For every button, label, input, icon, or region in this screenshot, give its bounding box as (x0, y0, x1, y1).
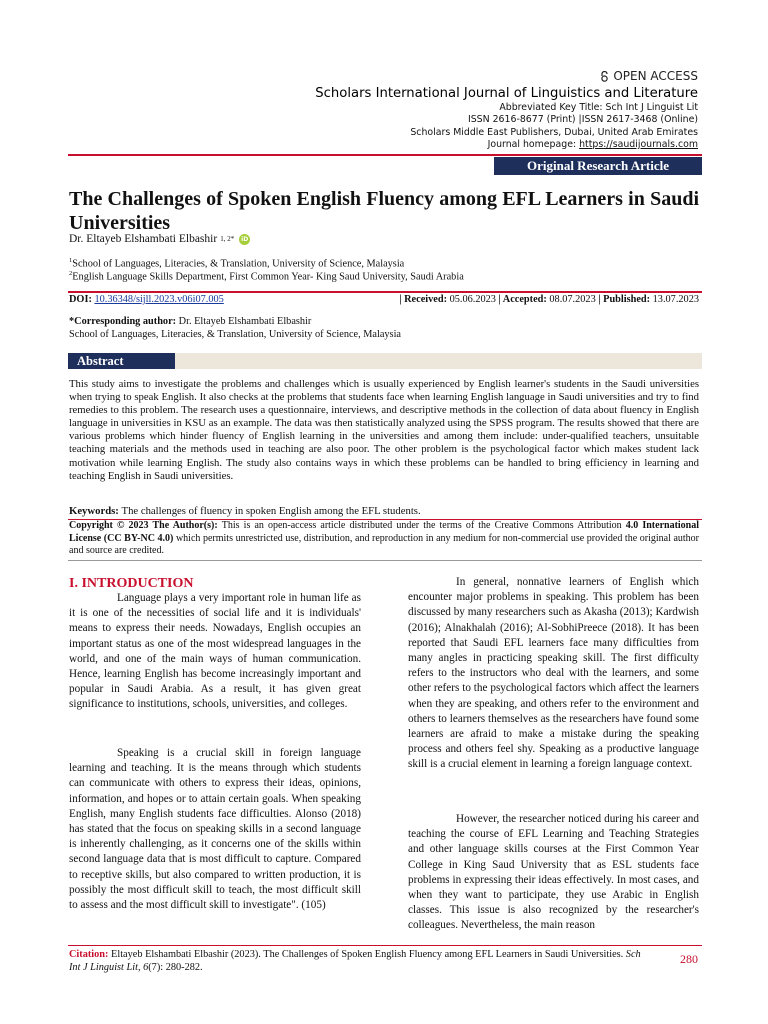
intro-paragraph: However, the researcher noticed during his career and teaching the course of EFL Learning and Teaching Strategies and other language skills courses at the First Common Year College in King Saud University that as ESL students face problems in expressing their ideas effectively. In most cases, and when they want to participate, they use Arabic in English classes. This issue is also recognized by the researcher's colleagues. Nevertheless, the main reason (408, 813, 699, 932)
intro-right-paragraph-1 (408, 575, 699, 773)
journal-meta (410, 102, 698, 151)
corresponding-author-line (69, 315, 401, 328)
keywords (69, 505, 699, 518)
dates (399, 294, 699, 305)
orcid-icon[interactable]: iD (241, 235, 249, 243)
keywords-label: Keywords: (69, 505, 122, 517)
intro-right-paragraph-2 (408, 812, 699, 934)
abstract-heading: Abstract (68, 353, 175, 369)
affiliation-2-mark: 2 (69, 270, 73, 277)
homepage-link[interactable]: https://saudijournals.com (579, 138, 698, 150)
received-label: | Received: (399, 294, 450, 305)
corresponding-label: *Corresponding author: (69, 316, 179, 327)
open-lock-icon (600, 71, 609, 82)
affiliation-2-text: English Language Skills Department, First Common Year- King Saud University, Saudi Arabia (72, 271, 464, 283)
published-date: 13.07.2023 (652, 294, 699, 305)
page-number: 280 (680, 952, 698, 966)
abstract-text: This study aims to investigate the problems and challenges which is usually experienced by English learner's students in the Saudi universities when trying to speak English. It also checks at the problems that students face when learning English language in Saudi universities and try to find remedies to this problem. The research uses a questionnaire, interviews, and descriptive methods in the collection of data about fluency in English language in universities in KSU as an example. The data was then statistically analyzed using the SPSS program. The results showed that there are various problems which hinder fluency of English learning in the universities and among them include: under-qualified teachers, unsuitable teaching materials and the methods used in teaching are also poor. The other problem is the psychological factor which makes student lack motivation while learning English. The study also contains ways in which these problems can be handled to bring efficiency in learning and teaching English in Saudi universities. (69, 378, 699, 482)
corresponding-author (69, 315, 401, 341)
keywords-text: The challenges of fluency in spoken English among the EFL students. (121, 505, 421, 517)
affiliation-2 (69, 267, 464, 283)
journal-title: Scholars International Journal of Linguistics and Literature (315, 86, 698, 101)
footer-divider (68, 945, 702, 946)
corresponding-name: Dr. Eltayeb Elshambati Elbashir (178, 316, 312, 327)
citation-journal: Sch Int J Linguist Lit, 6 (69, 949, 641, 973)
license-name: 4.0 International License (CC BY-NC 4.0) (69, 520, 700, 544)
citation (69, 948, 649, 974)
paper-title: The Challenges of Spoken English Fluency among EFL Learners in Saudi Universities (69, 188, 699, 234)
meta-issn: ISSN 2616-8677 (Print) |ISSN 2617-3468 (Online) (467, 114, 698, 126)
author-line (69, 233, 250, 245)
accepted-date: 08.07.2023 (549, 294, 596, 305)
author-affiliation-marks: 1, 2* (220, 235, 235, 243)
article-type-banner: Original Research Article (494, 157, 702, 175)
citation-pages: (7): 280-282. (148, 962, 203, 973)
doi (69, 294, 224, 305)
doi-divider (68, 291, 702, 293)
doi-link[interactable]: 10.36348/sijll.2023.v06i07.005 (94, 294, 224, 305)
published-label: | Published: (595, 294, 653, 305)
intro-left-paragraph-1 (69, 591, 361, 713)
intro-paragraph: In general, nonnative learners of English which encounter major problems in speaking. This problem has been discussed by many researchers such as Akasha (2013); Kardwish (2016); Alnakhalah (2016); Al-SobhiPreece (2018). It has been reported that Saudi EFL learners face many difficulties from many angles in practicing speaking skill. The first difficulty refers to the instructors who deal with the learners, and some other refers to the psychological factors which affect the learners when they are speaking, and others refer to the environment and others to learners themselves as the researchers have found some learners are afraid to make a mistake during the speaking process and others feel shy. Speaking as a productive language skill is a crucial element in learning a foreign language context. (408, 576, 699, 771)
copyright-text-1: This is an open-access article distributed under the terms of the Creative Commons Attribution (221, 520, 626, 531)
author-name: Dr. Eltayeb Elshambati Elbashir (69, 233, 218, 245)
affiliation-1-text: School of Languages, Literacies, & Translation, University of Science, Malaysia (72, 258, 405, 270)
citation-label: Citation: (69, 949, 112, 960)
doi-line (69, 294, 699, 305)
header-divider (68, 154, 702, 156)
meta-homepage (410, 139, 698, 151)
received-date: 05.06.2023 (449, 294, 496, 305)
corresponding-affiliation: School of Languages, Literacies, & Translation, University of Science, Malaysia (69, 329, 401, 340)
section-heading-introduction: I. INTRODUCTION (69, 576, 194, 591)
copyright-text-2: which permits unrestricted use, distribution, and reproduction in any medium for non-commercial use provided the original author and source are credited. (69, 532, 699, 556)
open-access-badge (600, 69, 698, 83)
accepted-label: | Accepted: (495, 294, 550, 305)
doi-label: DOI: (69, 294, 95, 305)
intro-left-paragraph-2 (69, 746, 361, 913)
copyright-notice (69, 520, 699, 558)
meta-publisher: Scholars Middle East Publishers, Dubai, United Arab Emirates (410, 126, 698, 138)
copyright-label: Copyright © 2023 The Author(s): (69, 520, 222, 531)
copyright-bottom-divider (68, 560, 702, 561)
intro-paragraph: Language plays a very important role in human life as it is one of the necessities of social life and it is individuals' means to express their needs. Nowadays, English occupies an important status as one of the most widespread languages in the world, and one of the main ways of human communication. Hence, learning English has become increasingly important and popular in Saudi Arabia. As a result, it has given great significance to institutions, schools, universities, and colleges. (69, 592, 361, 711)
homepage-label: Journal homepage: (487, 138, 580, 150)
meta-abbreviated-title: Abbreviated Key Title: Sch Int J Linguist Lit (499, 102, 698, 113)
affiliation-1-mark: 1 (69, 257, 73, 264)
intro-paragraph: Speaking is a crucial skill in foreign language learning and teaching. It is the means through which students can communicate with others to express their ideas, opinions, information, and hopes or to attain certain goals. When speaking English, many English students face difficulties. Alonso (2018) has stated that the focus on speaking skills in a second language is inherently challenging, as it concerns one of the skills within second language data that is most difficult to capture. Compared to receptive skills, but also compared to written production, it is possibly the most difficult skill to teach, the most difficult skill to assess and the most difficult skill to investigate". (105) (69, 747, 361, 912)
open-access-label: OPEN ACCESS (613, 69, 698, 83)
citation-text: Eltayeb Elshambati Elbashir (2023). The Challenges of Spoken English Fluency among EFL Learners in Saudi Universities. (111, 949, 626, 960)
